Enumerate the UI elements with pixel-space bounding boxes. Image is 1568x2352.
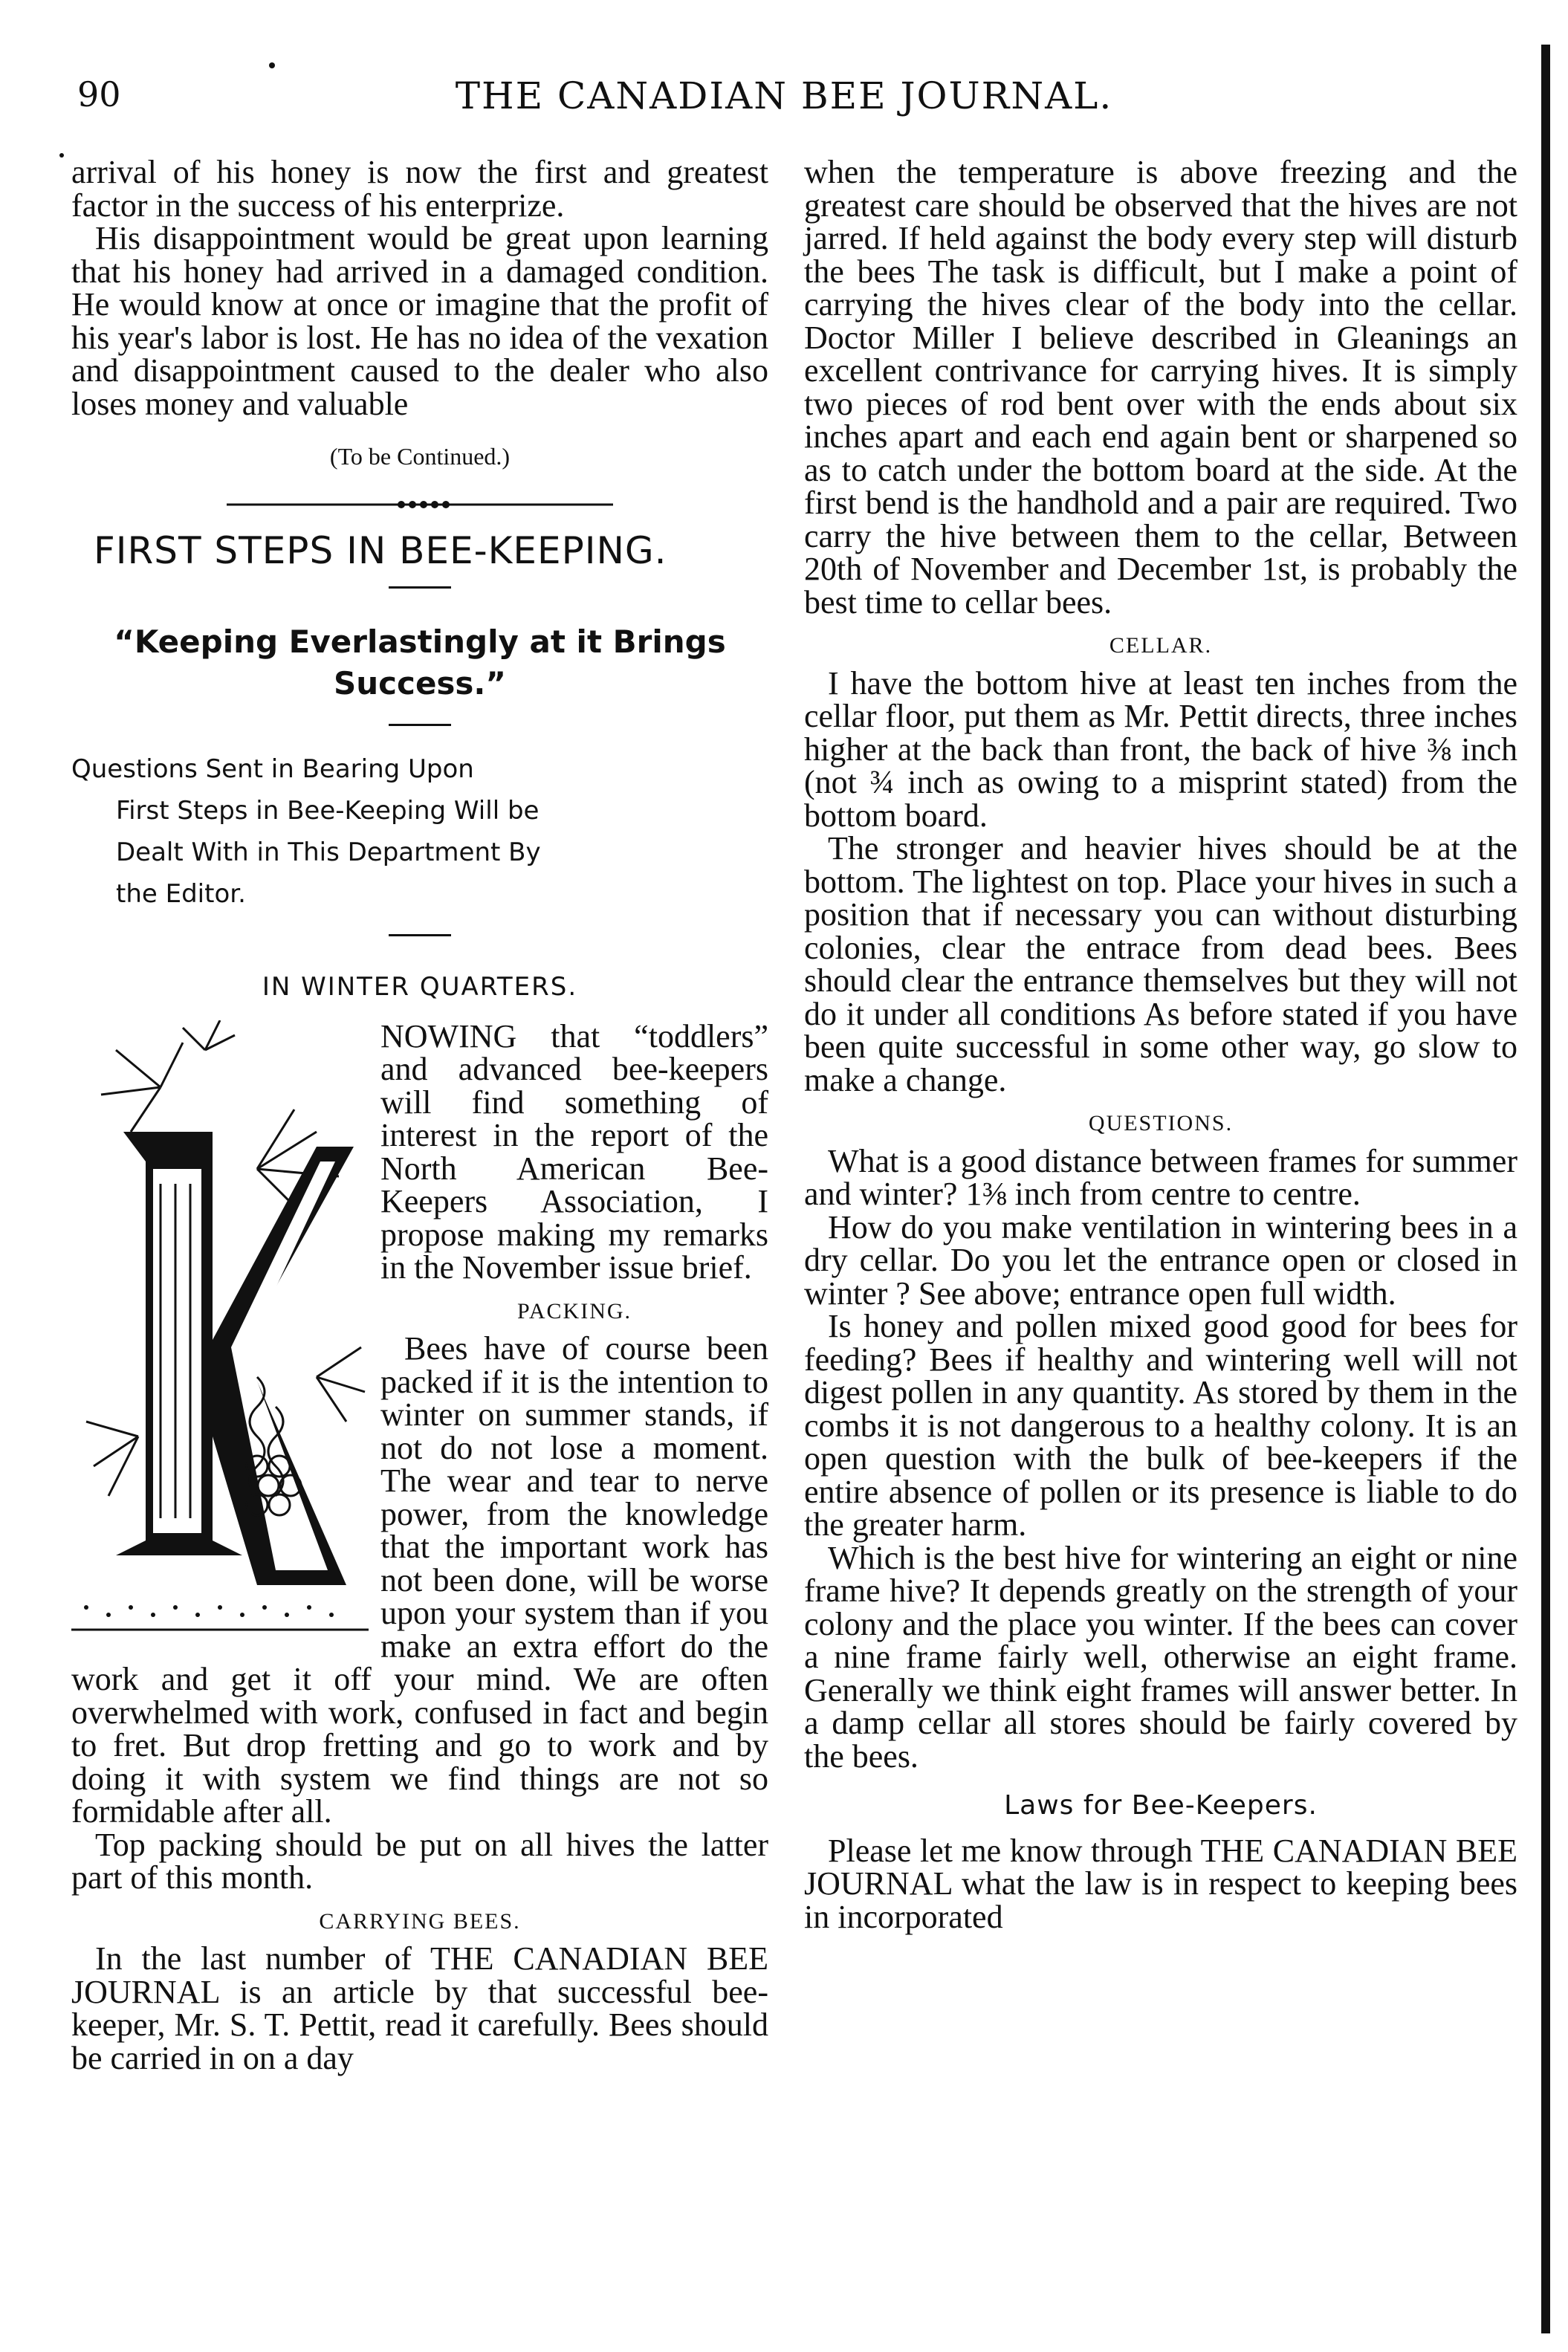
short-rule: [389, 934, 451, 936]
article-paragraph: The stronger and heavier hives should be at the bottom. The lightest on top. Place your hives in such a position that if necessary you can without disturbing colonies, clear the entrace from dead bees. Bees should clear the entrance themselves but they will not do it under all conditions As before stated if you have been quite successful in some other way, go slow to make a change.: [804, 830, 1517, 1098]
short-rule: [389, 586, 451, 589]
department-note: [71, 748, 768, 915]
section-heading: FIRST STEPS IN BEE-KEEPING.: [94, 528, 667, 572]
journal-title: THE CANADIAN BEE JOURNAL.: [455, 74, 1113, 117]
article-paragraph: Bees have of course been packed if it is the intention to winter on summer stands, if not do not lose a moment. The wear and tear to nerve power, from the knowledge that the important work has not been done, will be worse upon your system than if you make an extra effort do the work and get it off your mind. We are often overwhelmed with work, confused in fact and begin to fret. But drop fretting and go to work and by doing it with system we find things are not so formidable after all.: [71, 1330, 768, 1830]
page-header: [0, 74, 1568, 126]
question-paragraph: Which is the best hive for wintering an eight or nine frame hive? It depends greatly on the strength of your colony and the place you winter. If the bees can cover a nine frame fairly well, otherwise an eight frame. Generally we think eight frames will answer better. In a damp cellar all stores should be fairly covered by the bees.: [804, 1539, 1517, 1775]
ornamental-k-initial-icon: [71, 1020, 369, 1645]
article-paragraph: when the temperature is above freezing and the greatest care should be observed that the hives are not jarred. If held against the body every step will disturb the bees The task is difficult, but I make a point of carrying the hives clear of the body into the cellar. Doctor Miller I believe described in Gleanings an excellent contrivance for carrying hives. It is simply two pieces of rod bent over with the ends about six inches apart and each end again bent or sharpened so as to catch under the bottom board at the side. At the first bend is the handhold and a pair are required. Two carry the hive between them to the cellar, Between 20th of November and December 1st, is probably the best time to cellar bees.: [804, 154, 1517, 621]
article-paragraph: Please let me know through THE CANADIAN BEE JOURNAL what the law is in respect to keeping bees in incorporated: [804, 1832, 1517, 1935]
subsection-heading: Laws for Bee-Keepers.: [1004, 1790, 1318, 1821]
question-paragraph: Is honey and pollen mixed good good for bees for feeding? Bees if healthy and wintering well will not digest pollen in any quantity. As stored by them in the combs it is not dangerous to a healthy colony. It is an open question with the bulk of bee-keepers if the entire absence of pollen or its presence is liable to do the greater harm.: [804, 1308, 1517, 1543]
question-paragraph: How do you make ventilation in wintering bees in a dry cellar. Do you let the entrance open or closed in winter ? See above; entrance open full width.: [804, 1208, 1517, 1312]
article-paragraph: Top packing should be put on all hives the latter part of this month.: [71, 1826, 768, 1896]
ornamental-divider: [227, 500, 613, 509]
section-slogan: “Keeping Everlastingly at it Brings Success.”: [114, 623, 726, 702]
right-column: [804, 156, 1517, 1934]
left-column: [71, 156, 768, 2075]
department-note-line: First Steps in Bee-Keeping Will be: [116, 796, 540, 826]
speck-mark: [59, 153, 64, 158]
article-paragraph: His disappointment would be great upon learning that his honey had arrived in a damaged condition. He would know at once or imagine that the profit of his year's labor is lost. He has no idea of the vexation and disappointment caused to the dealer who also loses money and valuable: [71, 220, 768, 422]
department-note-line: the Editor.: [116, 879, 246, 909]
subsection-heading: PACKING.: [516, 1298, 632, 1324]
article-paragraph: NOWING that “toddlers” and advanced bee-keepers will find something of interest in the report of the North American Bee-Keepers Association, I propose making my remarks in the November issue brief.: [380, 1017, 768, 1286]
question-paragraph: What is a good distance between frames for summer and winter? 1⅜ inch from centre to centre.: [804, 1142, 1517, 1212]
article-paragraph: In the last number of THE CANADIAN BEE JOURNAL is an article by that successful bee-keeper, Mr. S. T. Pettit, read it carefully. Bees should be carried in on a day: [71, 1940, 768, 2076]
article-paragraph: I have the bottom hive at least ten inches from the cellar floor, put them as Mr. Pettit directs, three inches higher at the back than front, the back of hive ⅜ inch (not ¾ inch as owing to a misprint stated) from the bottom board.: [804, 664, 1517, 834]
subsection-heading: CARRYING BEES.: [319, 1908, 521, 1934]
continued-note: (To be Continued.): [329, 443, 511, 470]
page-number: 90: [77, 74, 121, 114]
article-paragraph: arrival of his honey is now the first and greatest factor in the success of his enterprize.: [71, 154, 768, 224]
short-rule: [389, 724, 451, 726]
subsection-heading: CELLAR.: [1109, 633, 1213, 658]
speck-mark: [269, 62, 275, 68]
department-note-line: Dealt With in This Department By: [116, 838, 541, 867]
department-note-line: Questions Sent in Bearing Upon: [71, 754, 474, 784]
subsection-heading: QUESTIONS.: [1088, 1111, 1234, 1135]
subsection-heading: IN WINTER QUARTERS.: [262, 972, 578, 1002]
margin-rule: [1541, 45, 1550, 2333]
